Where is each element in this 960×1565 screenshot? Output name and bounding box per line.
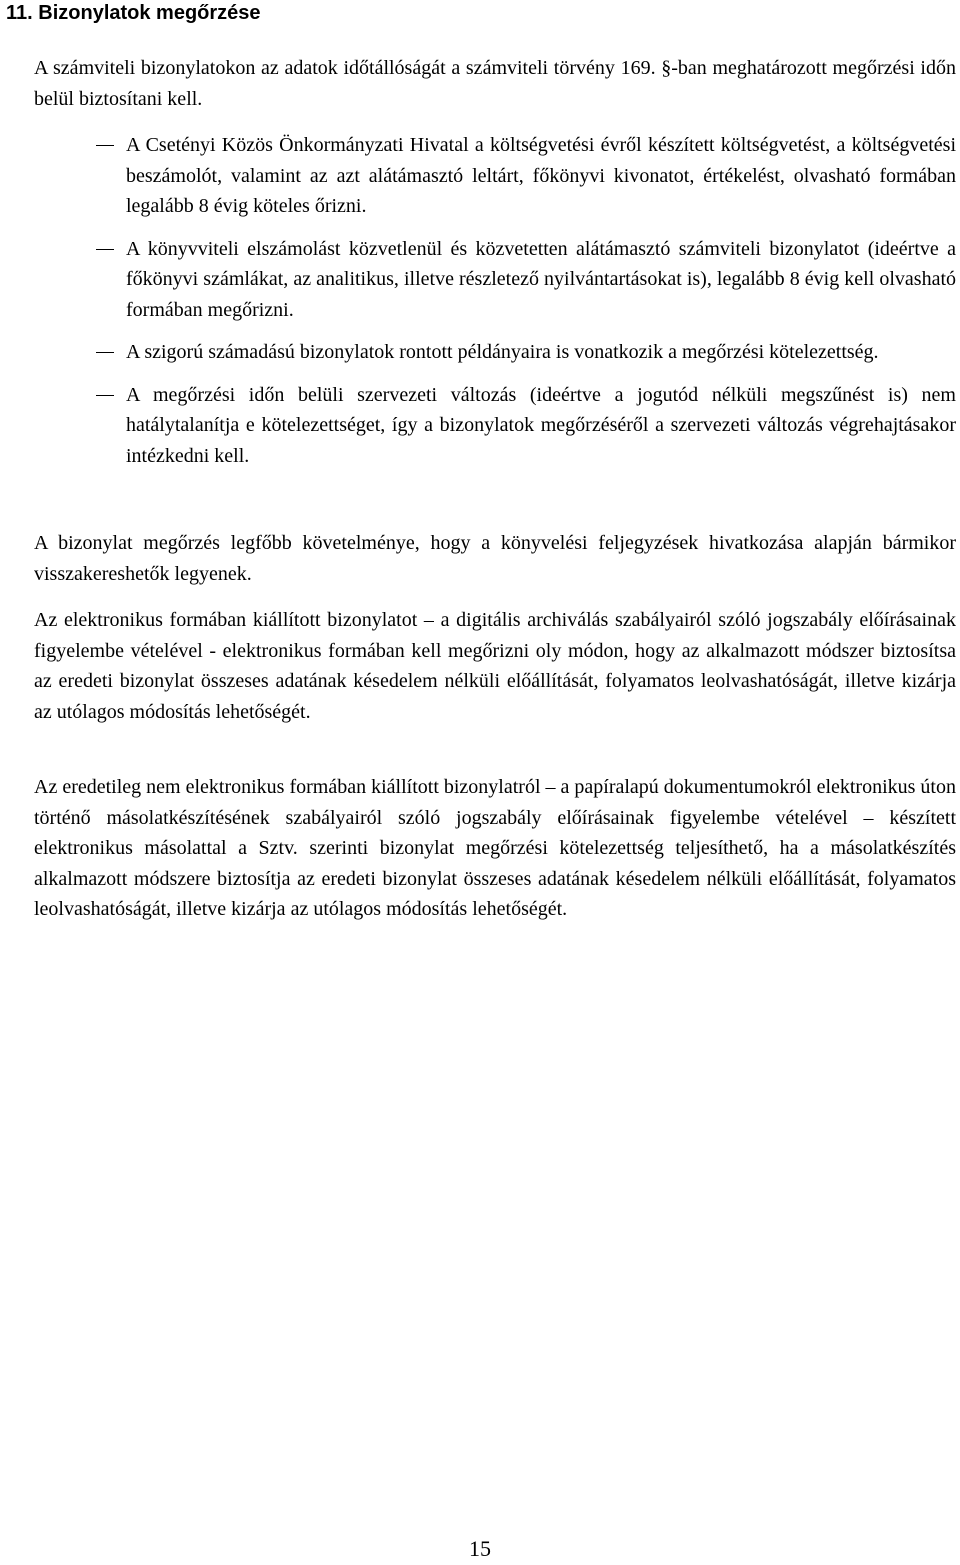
list-item-text: A szigorú számadású bizonylatok rontott példányaira is vonatkozik a megőrzési kötelezettség. bbox=[126, 341, 879, 363]
list-item-text: A könyvviteli elszámolást közvetlenül és közvetetten alátámasztó számviteli bizonylatot (ideértve a főkönyvi számlákat, az analitikus, illetve részletező nyilvántartásokat is), legalább 8 évig kell olvasható formában megőrizni. bbox=[126, 237, 956, 321]
section-heading: 11. Bizonylatok megőrzése bbox=[6, 2, 261, 24]
list-item bbox=[96, 234, 956, 326]
retention-rules-list bbox=[96, 130, 956, 483]
dash-bullet-icon bbox=[96, 145, 114, 146]
dash-bullet-icon bbox=[96, 249, 114, 250]
dash-bullet-icon bbox=[96, 352, 114, 353]
electronic-retention-paragraph: Az elektronikus formában kiállított bizonylatot – a digitális archiválás szabályairól szóló jogszabály előírásainak figyelembe vételével - elektronikus formában kell megőrizni oly módon, hogy az alkalmazott módszer biztosítsa az eredeti bizonylat összeses adatának késedelem nélküli előállítását, folyamatos leolvashatóságát, illetve kizárja az utólagos módosítás lehetőségét. bbox=[34, 609, 956, 723]
list-item-text: A Csetényi Közös Önkormányzati Hivatal a költségvetési évről készített költségvetést, a költségvetési beszámolót, valamint az azt alátámasztó leltárt, főkönyvi kivonatot, értékelést, olvasható formában legalább 8 évig köteles őrizni. bbox=[126, 134, 956, 217]
dash-bullet-icon bbox=[96, 395, 114, 396]
list-item-text: A megőrzési időn belüli szervezeti változás (ideértve a jogutód nélküli megszűnést is) nem hatálytalanítja e kötelezettséget, így a bizonylatok megőrzéséről a szervezeti változás végrehajtásakor intézkedni kell. bbox=[126, 383, 956, 467]
page-number: 15 bbox=[469, 1536, 491, 1561]
list-item bbox=[96, 130, 956, 222]
list-item bbox=[96, 380, 956, 472]
requirement-paragraph: A bizonylat megőrzés legfőbb követelménye, hogy a könyvelési feljegyzések hivatkozása alapján bármikor visszakereshetők legyenek. bbox=[34, 532, 956, 585]
intro-paragraph: A számviteli bizonylatokon az adatok időtállóságát a számviteli törvény 169. §-ban meghatározott megőrzési időn belül biztosítani kell. bbox=[34, 57, 956, 110]
paper-original-paragraph: Az eredetileg nem elektronikus formában kiállított bizonylatról – a papíralapú dokumentumokról elektronikus úton történő másolatkészítésének szabályairól szóló jogszabály előírásainak figyelembe vételével – készített elektronikus másolattal a Sztv. szerinti bizonylat megőrzési kötelezettség teljesíthető, ha a másolatkészítés alkalmazott módszere biztosítja az eredeti bizonylat összeses adatának késedelem nélküli előállítását, folyamatos leolvashatóságát, illetve kizárja az utólagos módosítás lehetőségét. bbox=[34, 776, 956, 920]
list-item bbox=[96, 337, 956, 368]
